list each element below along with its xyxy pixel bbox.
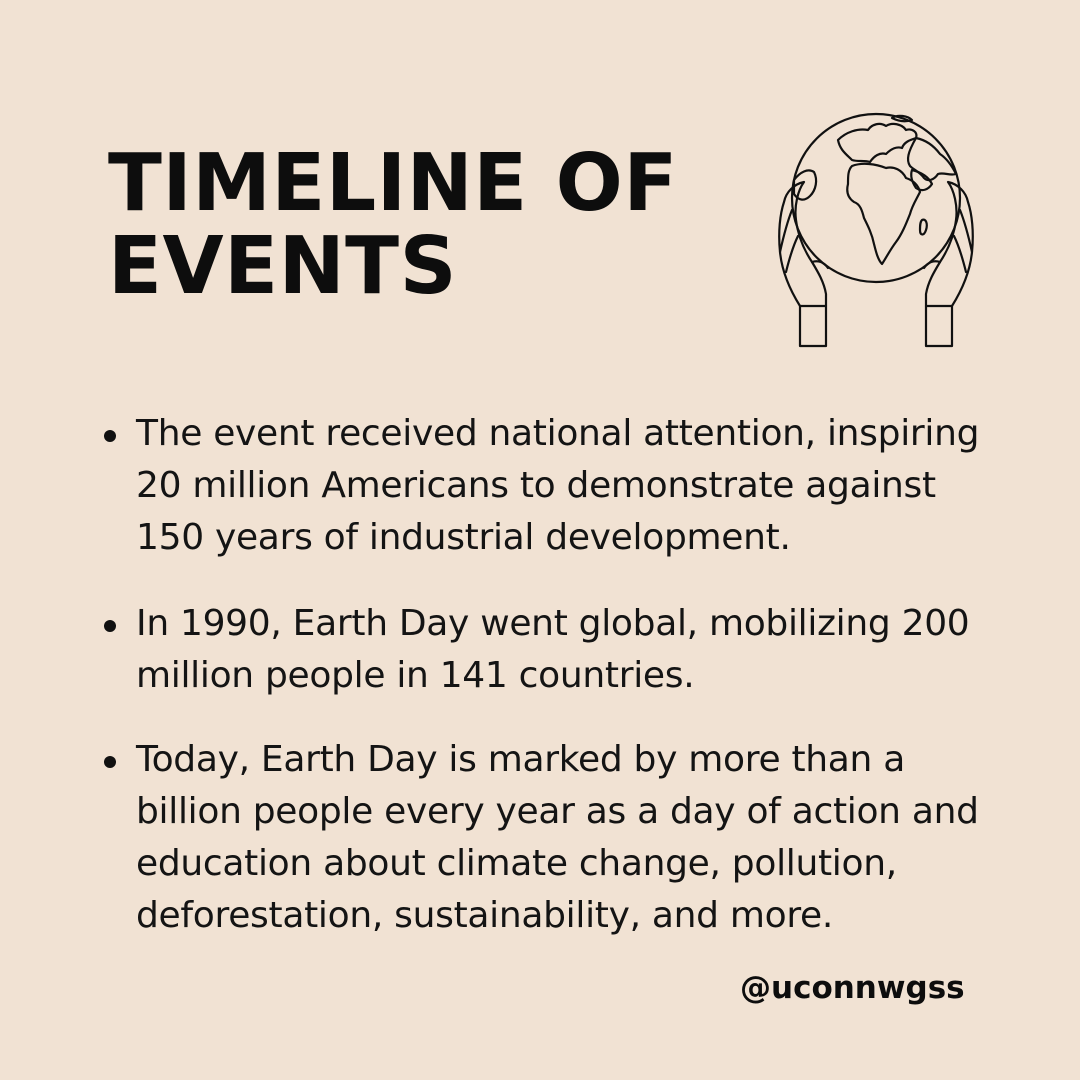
list-item-line: 20 million Americans to demonstrate against	[136, 465, 936, 506]
page-title	[108, 137, 748, 312]
list-item	[136, 408, 1016, 564]
social-handle: @uconnwgss	[740, 970, 965, 1006]
list-item-line: In 1990, Earth Day went global, mobilizing 200	[136, 603, 970, 644]
list-item-line: 150 years of industrial development.	[136, 517, 791, 558]
list-item-line: The event received national attention, inspiring	[136, 413, 980, 454]
bullet-dot	[104, 620, 116, 632]
globe-in-hands-icon	[776, 110, 976, 350]
list-item-line: deforestation, sustainability, and more.	[136, 895, 834, 936]
title-line-2: EVENTS	[108, 220, 457, 312]
list-item-line: education about climate change, pollution,	[136, 843, 897, 884]
list-item-line: million people in 141 countries.	[136, 655, 695, 696]
globe-outline	[792, 114, 960, 282]
title-line-1: TIMELINE OF	[108, 137, 678, 229]
bullet-dot	[104, 430, 116, 442]
list-item-line: billion people every year as a day of action and	[136, 791, 979, 832]
list-item-line: Today, Earth Day is marked by more than a	[136, 739, 905, 780]
list-item	[136, 598, 1016, 702]
bullet-dot	[104, 756, 116, 768]
list-item	[136, 734, 1016, 942]
